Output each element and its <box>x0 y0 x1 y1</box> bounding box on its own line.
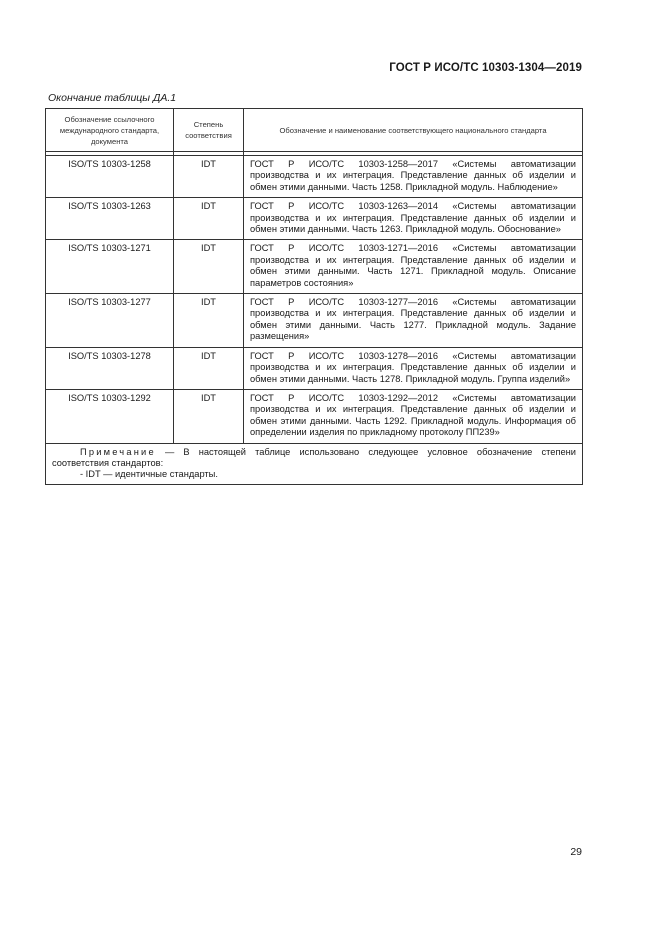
cell-ref-standard: ISO/TS 10303-1258 <box>46 156 174 198</box>
table-row <box>46 240 583 294</box>
cell-degree: IDT <box>174 156 244 198</box>
cell-national-standard: ГОСТ Р ИСО/ТС 10303-1292—2012 «Системы автоматизации производства и их интеграция. Представление данных об изделии и обмен этими данными. Часть 1292. Прикладной модуль. Информация об определении изделия по прикладному протоколу ПП239» <box>244 389 583 443</box>
table-caption: Окончание таблицы ДА.1 <box>48 92 177 104</box>
cell-ref-standard: ISO/TS 10303-1277 <box>46 294 174 348</box>
cell-ref-standard: ISO/TS 10303-1263 <box>46 198 174 240</box>
table-row <box>46 156 583 198</box>
column-header-degree: Степень соответствия <box>174 109 244 152</box>
cell-national-standard: ГОСТ Р ИСО/ТС 10303-1277—2016 «Системы автоматизации производства и их интеграция. Представление данных об изделии и обмен этими данными. Часть 1277. Прикладной модуль. Задание размещения» <box>244 294 583 348</box>
standards-reference-table <box>45 108 583 485</box>
cell-degree: IDT <box>174 240 244 294</box>
note-label: Примечание <box>80 446 156 457</box>
cell-ref-standard: ISO/TS 10303-1292 <box>46 389 174 443</box>
note-body: — В настоящей таблице использовано следующее условное обозначение степени соответствия стандартов: <box>52 446 576 468</box>
table-row <box>46 347 583 389</box>
table-body <box>46 156 583 485</box>
table-row <box>46 198 583 240</box>
cell-ref-standard: ISO/TS 10303-1278 <box>46 347 174 389</box>
document-header: ГОСТ Р ИСО/ТС 10303-1304—2019 <box>389 62 582 74</box>
note-list-item: - IDT — идентичные стандарты. <box>80 469 218 480</box>
cell-degree: IDT <box>174 389 244 443</box>
cell-degree: IDT <box>174 198 244 240</box>
table-note-row <box>46 443 583 484</box>
table-row <box>46 294 583 348</box>
cell-degree: IDT <box>174 294 244 348</box>
cell-national-standard: ГОСТ Р ИСО/ТС 10303-1263—2014 «Системы автоматизации производства и их интеграция. Представление данных об изделии и обмен этими данными. Часть 1263. Прикладной модуль. Обоснование» <box>244 198 583 240</box>
cell-national-standard: ГОСТ Р ИСО/ТС 10303-1271—2016 «Системы автоматизации производства и их интеграция. Представление данных об изделии и обмен этими данными. Часть 1271. Прикладной модуль. Описание параметров состояния» <box>244 240 583 294</box>
cell-national-standard: ГОСТ Р ИСО/ТС 10303-1258—2017 «Системы автоматизации производства и их интеграция. Представление данных об изделии и обмен этими данными. Часть 1258. Прикладной модуль. Наблюдение» <box>244 156 583 198</box>
page-number: 29 <box>570 846 582 858</box>
column-header-ref-standard: Обозначение ссылочного международного стандарта, документа <box>46 109 174 152</box>
cell-national-standard: ГОСТ Р ИСО/ТС 10303-1278—2016 «Системы автоматизации производства и их интеграция. Представление данных об изделии и обмен этими данными. Часть 1278. Прикладной модуль. Группа изделий» <box>244 347 583 389</box>
table-note <box>46 443 583 484</box>
table-header <box>46 109 583 156</box>
cell-ref-standard: ISO/TS 10303-1271 <box>46 240 174 294</box>
table-row <box>46 389 583 443</box>
column-header-national-standard: Обозначение и наименование соответствующего национального стандарта <box>244 109 583 152</box>
cell-degree: IDT <box>174 347 244 389</box>
note-text <box>52 447 576 470</box>
